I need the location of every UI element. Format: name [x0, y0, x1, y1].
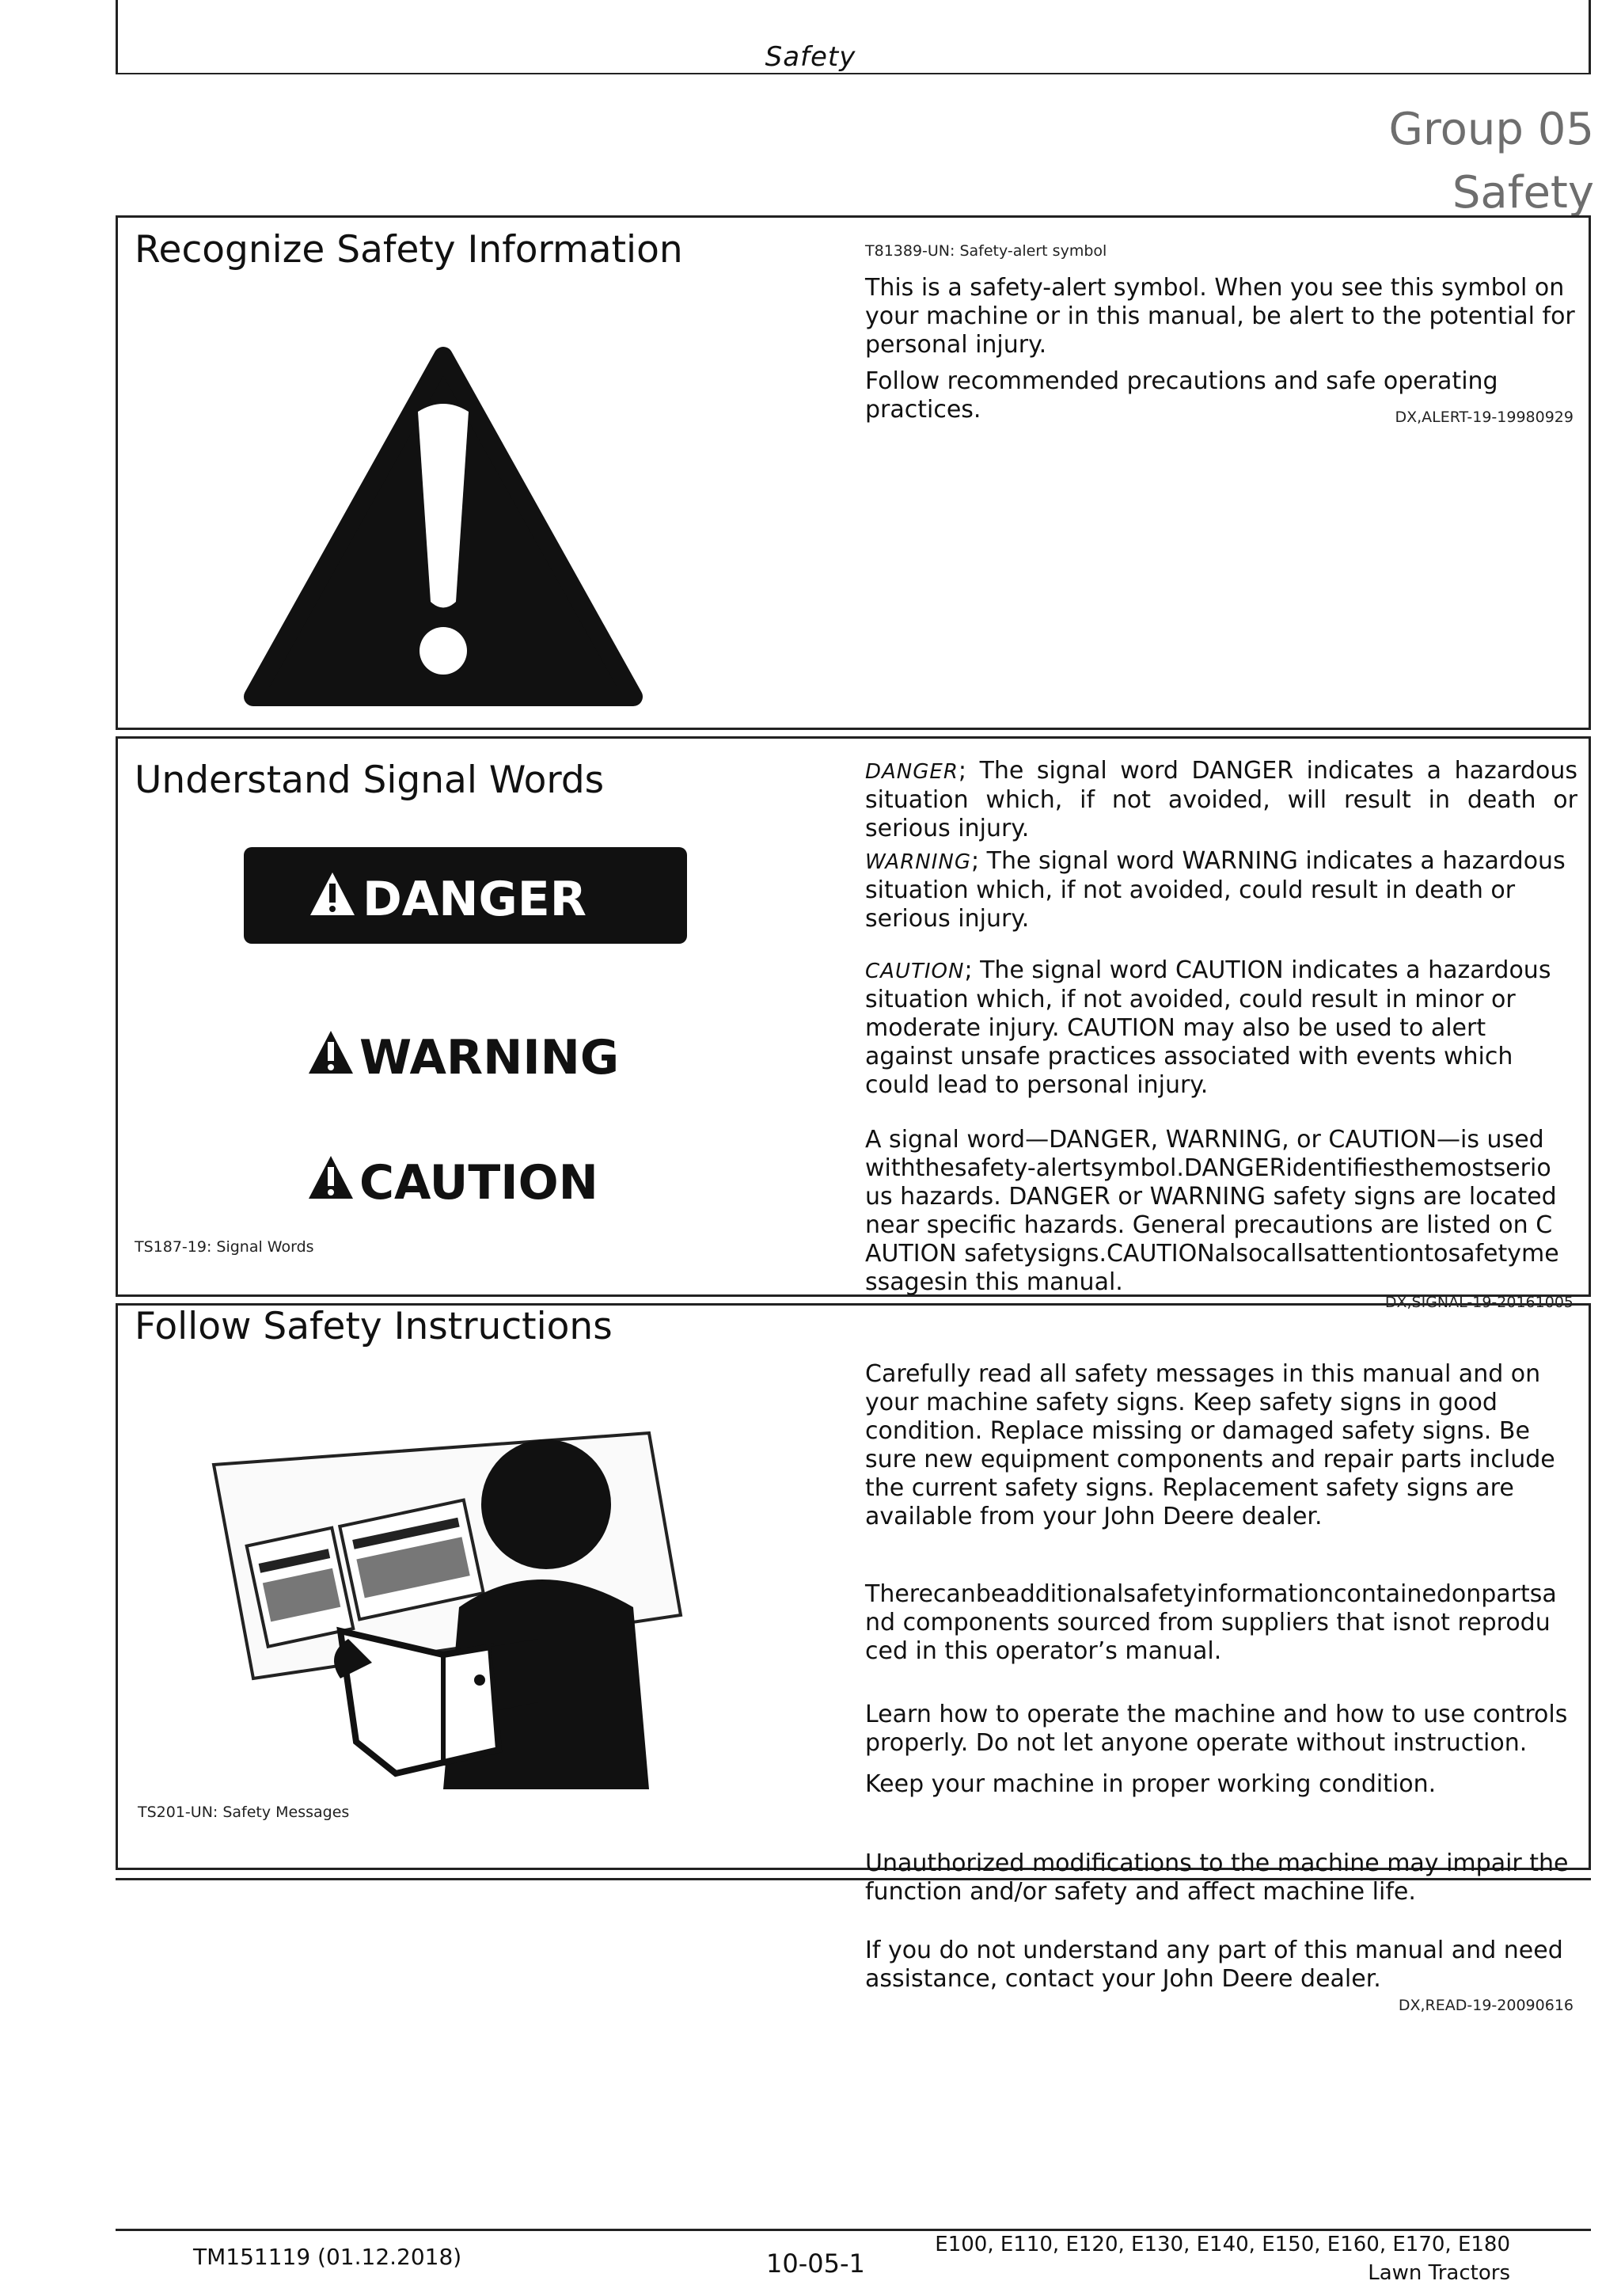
signal-summary-paragraph: A signal word—DANGER, WARNING, or CAUTION—is used withthesafety-alertsymbol.DANGERidentifiesthemostserious hazards. DANGER or WARNING safety signs are located near specific hazards. General precautions are listed on CAUTION safetysigns.CAUTIONalsocallsattentiontosafetymessagesin this manual. [865, 1126, 1559, 1296]
alert-paragraph: This is a safety-alert symbol. When you see this symbol on your machine or in this manual, be alert to the potential for personal injury. [865, 274, 1575, 359]
figure-caption-follow: TS201-UN: Safety Messages [138, 1804, 350, 1821]
warning-paragraph [865, 847, 1577, 933]
danger-signal-word: DANGER [865, 760, 959, 784]
danger-label-text: DANGER [363, 872, 587, 927]
reference-code-signal: DX,SIGNAL-19-20161005 [1384, 1294, 1574, 1311]
caution-description: ; The signal word CAUTION indicates a hazardous situation which, if not avoided, could result in minor or moderate injury. CAUTION may also be used to alert against unsafe practices associated with events which could lead to personal injury. [865, 956, 1551, 1099]
read-messages-paragraph: Carefully read all safety messages in this manual and on your machine safety signs. Keep safety signs in good condition. Replace missing or damaged safety signs. Be sure new equipment components and repair parts include the current safety signs. Replacement safety signs are available from your John Deere dealer. [865, 1360, 1555, 1530]
safety-alert-triangle-icon [237, 340, 649, 713]
running-header: Safety [765, 41, 856, 73]
footer-rule [116, 2229, 1591, 2231]
signal-words-figure [237, 841, 697, 1221]
caution-paragraph [865, 956, 1577, 1100]
person-reading-manual-illustration [206, 1417, 712, 1789]
contact-dealer-paragraph: If you do not understand any part of this manual and need assistance, contact your John Deere dealer. [865, 1937, 1563, 1993]
figure-caption-alert: T81389-UN: Safety-alert symbol [865, 242, 1107, 260]
warning-signal-word: WARNING [865, 850, 971, 874]
section-title-follow: Follow Safety Instructions [135, 1305, 613, 1348]
reference-code-read: DX,READ-19-20090616 [1398, 1997, 1574, 2014]
working-condition-paragraph: Keep your machine in proper working condition. [865, 1770, 1437, 1798]
warning-description: ; The signal word WARNING indicates a hazardous situation which, if not avoided, could result in death or serious injury. [865, 847, 1566, 933]
group-number: Group 05 [1388, 104, 1594, 155]
person-head [481, 1439, 611, 1569]
supplier-info-paragraph: Therecanbeadditionalsafetyinformationcontainedonpartsand components sourced from suppliers that isnot reproduced in this operator’s manual. [865, 1580, 1557, 1665]
danger-description: ; The signal word DANGER indicates a hazardous situation which, if not avoided, will result in death or serious injury. [865, 757, 1577, 842]
footer-product: Lawn Tractors [1368, 2261, 1510, 2285]
manual-book [340, 1631, 499, 1773]
learn-operate-paragraph: Learn how to operate the machine and how to use controls properly. Do not let anyone operate without instruction. [865, 1701, 1568, 1757]
figure-caption-signal: TS187-19: Signal Words [135, 1238, 314, 1256]
danger-paragraph [865, 757, 1577, 843]
caution-signal-word: CAUTION [865, 960, 965, 983]
section-title-recognize: Recognize Safety Information [135, 228, 683, 272]
reference-code-alert: DX,ALERT-19-19980929 [1395, 409, 1574, 426]
footer-page-number: 10-05-1 [766, 2248, 865, 2279]
precautions-paragraph: Follow recommended precautions and safe operating practices. [865, 367, 1498, 424]
section-title-signal-words: Understand Signal Words [135, 758, 605, 802]
group-heading [1388, 98, 1594, 225]
warning-label-text: WARNING [359, 1030, 620, 1085]
modifications-paragraph: Unauthorized modifications to the machine may impair the function and/or safety and affect machine life. [865, 1849, 1569, 1906]
caution-label-text: CAUTION [359, 1155, 598, 1211]
footer-models: E100, E110, E120, E130, E140, E150, E160, E170, E180 [935, 2233, 1510, 2256]
footer-document-id: TM151119 (01.12.2018) [193, 2244, 462, 2270]
group-name: Safety [1452, 167, 1594, 219]
